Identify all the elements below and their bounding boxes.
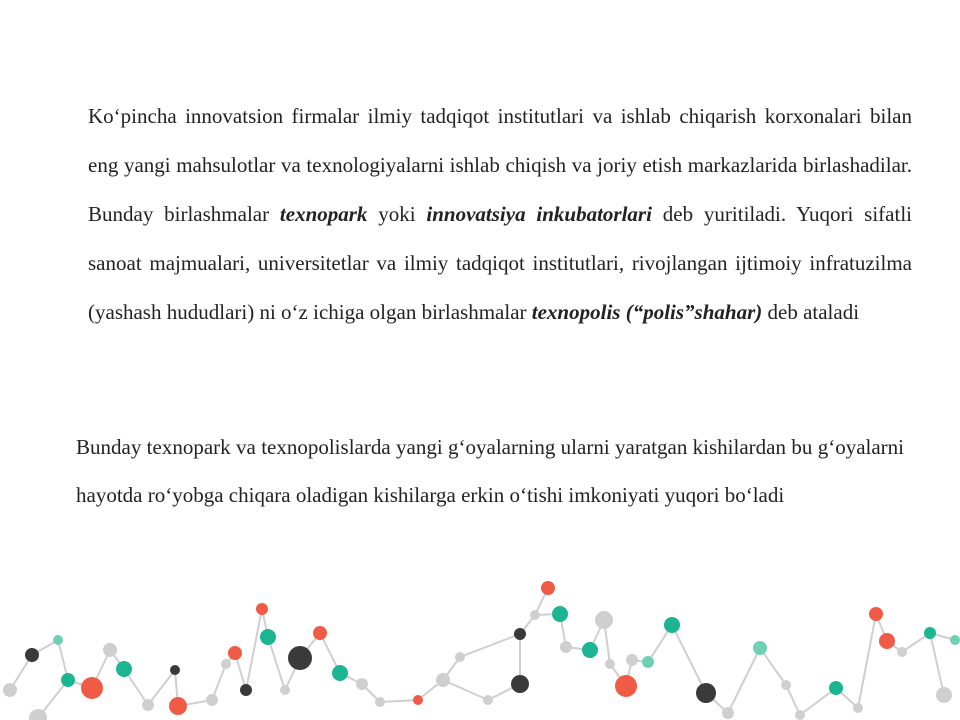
paragraph-texnopolis-ideas: Bunday texnopark va texnopolislarda yangi g‘oyalarning ularni yaratgan kishilardan bu g‘oyalarni hayotda ro‘yobga chiqara oladigan kishilarga erkin o‘tishi imkoniyati yuqori bo‘ladi (76, 435, 904, 507)
paragraph1-text-2: yoki (367, 202, 427, 226)
molecule-atom (313, 626, 327, 640)
term-innovatsiya-inkubatorlari: innovatsiya inkubatorlari (426, 202, 652, 226)
molecule-atom (280, 685, 290, 695)
molecule-atom (722, 707, 734, 719)
molecule-atom (753, 641, 767, 655)
molecule-atom (260, 629, 276, 645)
molecule-network-decoration-icon (0, 560, 960, 720)
molecule-bond (443, 680, 488, 700)
molecule-atom (696, 683, 716, 703)
term-texnopolis: texnopolis (“polis”shahar) (531, 300, 763, 324)
molecule-atom (924, 627, 936, 639)
molecule-bond (460, 634, 520, 657)
molecule-atom (332, 665, 348, 681)
molecule-atom (950, 635, 960, 645)
molecule-atom (103, 643, 117, 657)
molecule-atom (897, 647, 907, 657)
molecule-bonds (10, 588, 955, 718)
molecule-atom (221, 659, 231, 669)
molecule-atom (595, 611, 613, 629)
molecule-atom (853, 703, 863, 713)
molecule-atom (552, 606, 568, 622)
paragraph1-text-4: deb ataladi (762, 300, 860, 324)
molecule-atom (626, 654, 638, 666)
molecule-atom (514, 628, 526, 640)
molecule-atom (605, 659, 615, 669)
molecule-atom (642, 656, 654, 668)
molecule-atom (61, 673, 75, 687)
molecule-atom (288, 646, 312, 670)
molecule-atom (228, 646, 242, 660)
paragraph-texnopark (88, 92, 912, 337)
molecule-bond (148, 670, 175, 705)
molecule-atom (879, 633, 895, 649)
molecule-atom (436, 673, 450, 687)
molecule-atom (206, 694, 218, 706)
molecule-atom (413, 695, 423, 705)
molecule-atom (53, 635, 63, 645)
molecule-bond (930, 633, 944, 695)
molecule-atom (483, 695, 493, 705)
term-texnopark: texnopark (279, 202, 368, 226)
molecule-atom (375, 697, 385, 707)
molecule-bond (672, 625, 706, 693)
molecule-atom (3, 683, 17, 697)
molecule-atom (511, 675, 529, 693)
molecule-atom (25, 648, 39, 662)
molecule-atom (169, 697, 187, 715)
molecule-atom (560, 641, 572, 653)
molecule-atom (541, 581, 555, 595)
molecule-atom (664, 617, 680, 633)
molecule-bond (246, 609, 262, 690)
molecule-atom (869, 607, 883, 621)
molecule-bond (728, 648, 760, 713)
molecule-atom (582, 642, 598, 658)
molecule-atoms (3, 581, 960, 720)
paragraph1-text-3: deb yuritiladi. Yuqori sifatli sanoat majmualari, universitetlar va ilmiy tadqiqot institutlari, rivojlangan ijtimoiy infratuzilma (yashash hududlari) ni o‘z ichiga olgan birlashmalar (88, 202, 912, 324)
molecule-atom (615, 675, 637, 697)
molecule-atom (781, 680, 791, 690)
molecule-atom (170, 665, 180, 675)
molecule-atom (795, 710, 805, 720)
molecule-atom (142, 699, 154, 711)
molecule-bond (858, 614, 876, 708)
paragraph1-text-1: Ko‘pincha innovatsion firmalar ilmiy tadqiqot institutlari va ishlab chiqarish korxonalari bilan eng yangi mahsulotlar va texnologiyalarni ishlab chiqish va joriy etish markazlarida birlashadilar. Bunday birlashmalar (88, 104, 912, 226)
molecule-atom (81, 677, 103, 699)
molecule-atom (256, 603, 268, 615)
molecule-bond (268, 637, 285, 690)
molecule-atom (356, 678, 368, 690)
molecule-bond (380, 700, 418, 702)
molecule-atom (936, 687, 952, 703)
molecule-atom (116, 661, 132, 677)
molecule-atom (530, 610, 540, 620)
molecule-atom (240, 684, 252, 696)
molecule-atom (829, 681, 843, 695)
molecule-atom (455, 652, 465, 662)
